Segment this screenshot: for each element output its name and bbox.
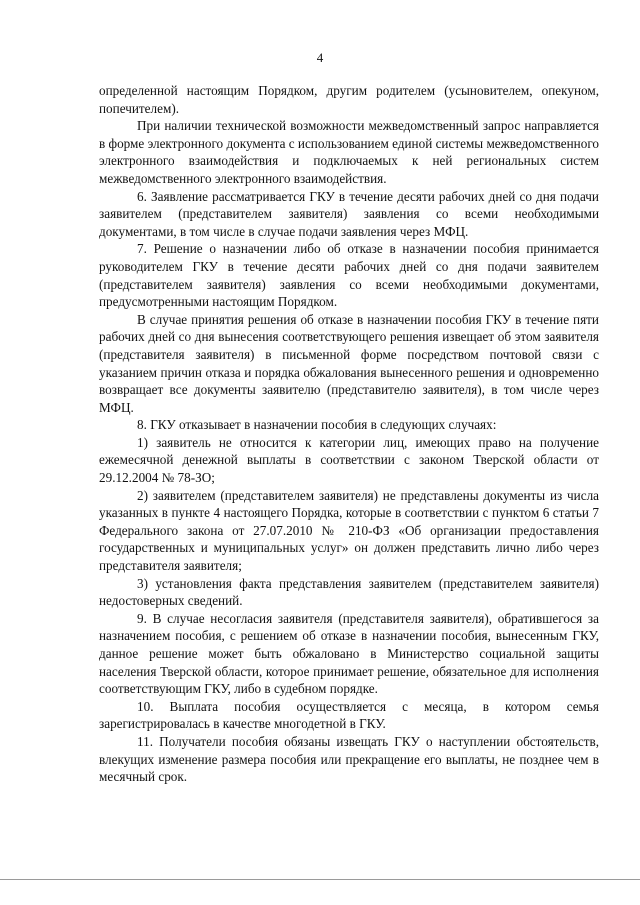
bottom-rule bbox=[0, 879, 640, 880]
document-body bbox=[99, 82, 599, 786]
paragraph-item-11: 11. Получатели пособия обязаны извещать ГКУ о наступлении обстоятельств, влекущих изменение размера пособия или прекращение его выплаты, не позднее чем в месячный срок. bbox=[99, 733, 599, 785]
paragraph-refusal-notice: В случае принятия решения об отказе в назначении пособия ГКУ в течение пяти рабочих дней со дня вынесения соответствующего решения извещает об этом заявителя (представителя заявителя) в письменной форме посредством почтовой связи с указанием причин отказа и порядка обжалования вынесенного решения и одновременно возвращает все документы заявителю (представителю заявителя), в том числе через МФЦ. bbox=[99, 311, 599, 415]
paragraph-continuation: определенной настоящим Порядком, другим родителем (усыновителем, опекуном, попечителем). bbox=[99, 83, 599, 116]
paragraph-subitem-3: 3) установления факта представления заявителем (представителем заявителя) недостоверных сведений. bbox=[99, 575, 599, 609]
paragraph-interagency-request: При наличии технической возможности межведомственный запрос направляется в форме электронного документа с использованием единой системы межведомственного электронного взаимодействия и подключаемых к ней региональных систем межведомственного электронного взаимодействия. bbox=[99, 118, 599, 186]
paragraph-item-8: 8. ГКУ отказывает в назначении пособия в следующих случаях: bbox=[137, 417, 497, 433]
paragraph-subitem-2: 2) заявителем (представителем заявителя) не представлены документы из числа указанных в пункте 4 настоящего Порядка, которые в соответствии с пунктом 6 статьи 7 Федерального закона от 27.07.2010 № 210-ФЗ «Об организации предоставления государственных и муниципальных услуг» он должен представить лично либо через представителя заявителя; bbox=[99, 487, 599, 574]
paragraph-item-10: 10. Выплата пособия осуществляется с месяца, в котором семья зарегистрировалась в качестве многодетной в ГКУ. bbox=[99, 698, 599, 732]
paragraph-item-7: 7. Решение о назначении либо об отказе в назначении пособия принимается руководителем ГКУ в течение десяти рабочих дней со дня подачи заявителем (представителем заявителя) заявления со всеми необходимыми документами, предусмотренными настоящим Порядком. bbox=[99, 241, 599, 310]
paragraph-item-9: 9. В случае несогласия заявителя (представителя заявителя), обратившегося за назначением пособия, с решением об отказе в назначении пособия, вынесенным ГКУ, данное решение может быть обжаловано в Министерство социальной защиты населения Тверской области, которое принимает решение, обязательное для исполнения соответствующим ГКУ, либо в судебном порядке. bbox=[99, 610, 599, 697]
paragraph-item-6: 6. Заявление рассматривается ГКУ в течение десяти рабочих дней со дня подачи заявителем (представителем заявителя) заявления со всеми необходимыми документами, в том числе в случае подачи заявления через МФЦ. bbox=[99, 188, 599, 239]
page-number: 4 bbox=[316, 50, 324, 65]
paragraph-subitem-1: 1) заявитель не относится к категории лиц, имеющих право на получение ежемесячной денежной выплаты в соответствии с законом Тверской области от 29.12.2004 № 78-ЗО; bbox=[99, 434, 599, 486]
